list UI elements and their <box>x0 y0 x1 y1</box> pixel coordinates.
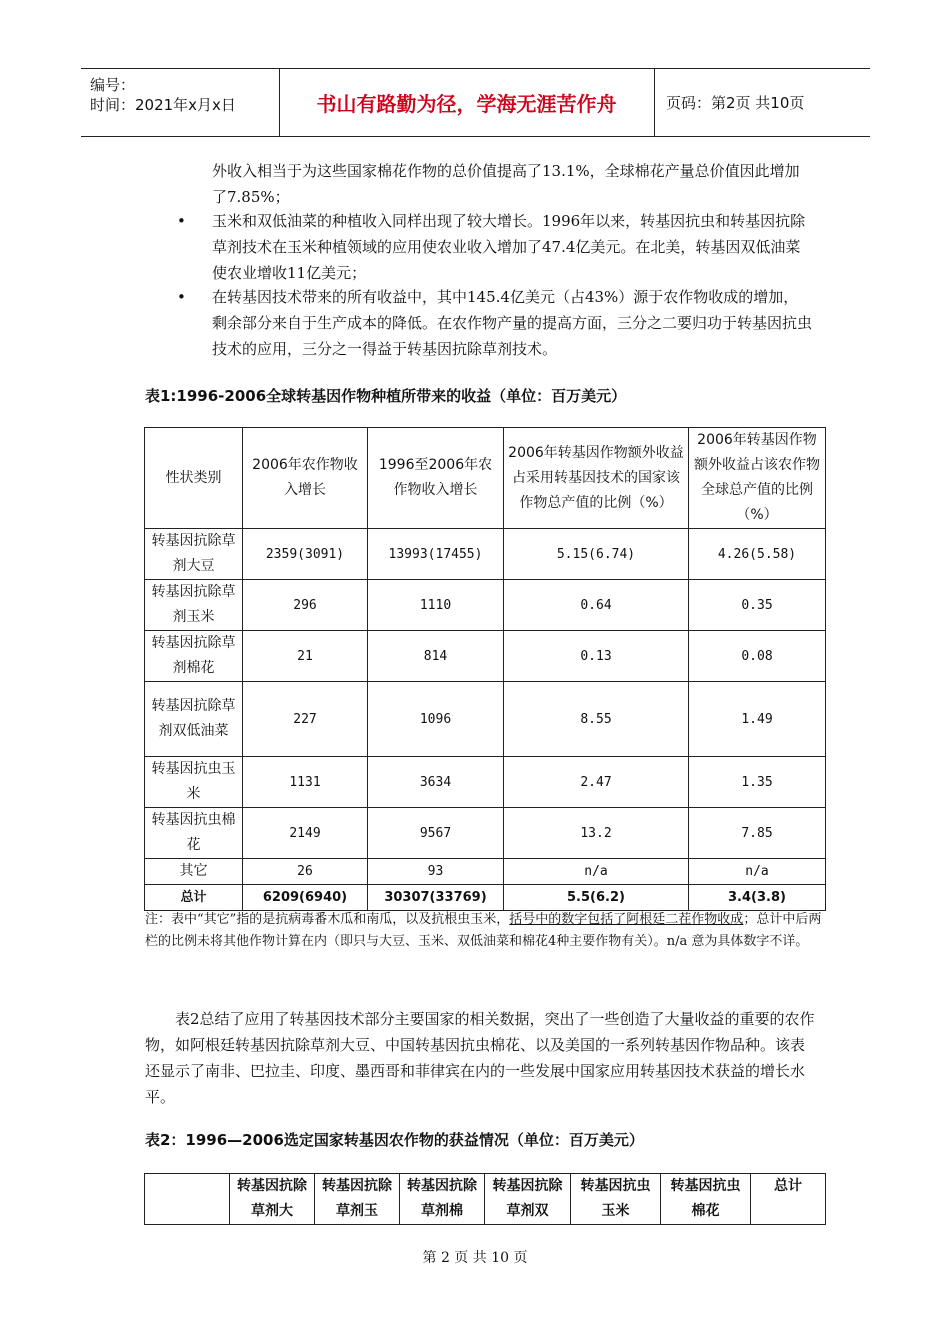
trait-cell: 转基因抗虫玉米 <box>145 757 243 808</box>
value-cell: 13993(17455) <box>368 529 504 580</box>
value-cell: 0.08 <box>689 631 826 682</box>
time-label: 时间：2021年x月x日 <box>90 96 236 114</box>
header-cell: 转基因抗虫棉花 <box>661 1174 751 1225</box>
benefits-table <box>144 427 826 911</box>
total-label: 总计 <box>145 885 243 911</box>
table-row <box>145 580 826 631</box>
value-cell: 7.85 <box>689 808 826 859</box>
bullet-item <box>177 208 812 286</box>
trait-cell: 转基因抗虫棉花 <box>145 808 243 859</box>
value-cell: 4.26(5.58) <box>689 529 826 580</box>
value-cell: 5.15(6.74) <box>504 529 689 580</box>
value-cell: 1.49 <box>689 682 826 757</box>
table1-note <box>145 909 825 953</box>
value-cell: 1096 <box>368 682 504 757</box>
table-row <box>145 808 826 859</box>
page-header <box>81 68 870 137</box>
header-cell: 1996至2006年农作物收入增长 <box>368 428 504 529</box>
header-cell: 转基因抗虫玉米 <box>571 1174 661 1225</box>
bullet-text: 玉米和双低油菜的种植收入同样出现了较大增长。1996年以来，转基因抗虫和转基因抗除草剂技术在玉米种植领域的应用使农业收入增加了47.4亿美元。在北美，转基因双低油菜使农业增收11亿美元； <box>212 212 806 282</box>
value-cell: 2149 <box>243 808 368 859</box>
total-cell: 5.5(6.2) <box>504 885 689 911</box>
trait-cell: 转基因抗除草剂棉花 <box>145 631 243 682</box>
value-cell: 21 <box>243 631 368 682</box>
table-row <box>145 529 826 580</box>
summary-paragraph: 表2总结了应用了转基因技术部分主要国家的相关数据，突出了一些创造了大量收益的重要的农作物，如阿根廷转基因抗除草剂大豆、中国转基因抗虫棉花、以及美国的一系列转基因作物品种。该表还显示了南非、巴拉圭、印度、墨西哥和菲律宾在内的一些发展中国家应用转基因技术获益的增长水平。 <box>145 1010 815 1106</box>
bullet-dot-icon: • <box>177 212 186 230</box>
header-cell <box>145 1174 230 1225</box>
header-cell: 转基因抗除草剂大 <box>230 1174 315 1225</box>
value-cell: n/a <box>689 859 826 885</box>
value-cell: 2359(3091) <box>243 529 368 580</box>
serial-label: 编号： <box>90 76 136 94</box>
total-cell: 30307(33769) <box>368 885 504 911</box>
value-cell: 0.35 <box>689 580 826 631</box>
table-total-row <box>145 885 826 911</box>
table2-caption: 表2：1996—2006选定国家转基因农作物的获益情况（单位：百万美元） <box>145 1131 644 1149</box>
value-cell: 26 <box>243 859 368 885</box>
value-cell: 1.35 <box>689 757 826 808</box>
continuation-paragraph: 外收入相当于为这些国家棉花作物的总价值提高了13.1%，全球棉花产量总价值因此增加了7.85%； <box>212 162 800 206</box>
value-cell: 8.55 <box>504 682 689 757</box>
note-underlined-text: 括号中的数字包括了阿根廷二茬作物收成 <box>509 912 744 927</box>
value-cell: 13.2 <box>504 808 689 859</box>
header-meta <box>81 69 280 136</box>
header-cell: 转基因抗除草剂玉 <box>315 1174 400 1225</box>
table1-caption: 表1:1996-2006全球转基因作物种植所带来的收益（单位：百万美元） <box>145 387 627 405</box>
table-header-row <box>145 428 826 529</box>
header-page-info: 页码：第2页 共10页 <box>666 94 805 112</box>
header-cell: 2006年农作物收入增长 <box>243 428 368 529</box>
value-cell: 0.13 <box>504 631 689 682</box>
total-cell: 6209(6940) <box>243 885 368 911</box>
value-cell: 814 <box>368 631 504 682</box>
trait-cell: 其它 <box>145 859 243 885</box>
value-cell: 93 <box>368 859 504 885</box>
bullet-item <box>177 284 813 362</box>
value-cell: 9567 <box>368 808 504 859</box>
value-cell: 2.47 <box>504 757 689 808</box>
header-cell: 转基因抗除草剂棉 <box>400 1174 485 1225</box>
header-cell: 总计 <box>751 1174 826 1225</box>
note-text: ；总计中后两栏的比例未将其他作物计算在内（即只与大豆、玉米、双低油菜和棉花4种主要作物有关）。n/a 意为具体数字不详。 <box>145 912 822 949</box>
value-cell: n/a <box>504 859 689 885</box>
header-cell: 2006年转基因作物额外收益占该农作物全球总产值的比例（%） <box>689 428 826 529</box>
bullet-dot-icon: • <box>177 288 186 306</box>
trait-cell: 转基因抗除草剂大豆 <box>145 529 243 580</box>
value-cell: 3634 <box>368 757 504 808</box>
value-cell: 296 <box>243 580 368 631</box>
trait-cell: 转基因抗除草剂玉米 <box>145 580 243 631</box>
total-cell: 3.4(3.8) <box>689 885 826 911</box>
header-cell: 2006年转基因作物额外收益占采用转基因技术的国家该作物总产值的比例（%） <box>504 428 689 529</box>
page-footer: 第 2 页 共 10 页 <box>422 1250 528 1266</box>
table-row <box>145 757 826 808</box>
header-motto: 书山有路勤为径，学海无涯苦作舟 <box>279 69 655 136</box>
table-row <box>145 631 826 682</box>
header-cell: 转基因抗除草剂双 <box>485 1174 571 1225</box>
table-row <box>145 682 826 757</box>
country-benefits-table <box>144 1173 826 1225</box>
bullet-text: 在转基因技术带来的所有收益中，其中145.4亿美元（占43%）源于农作物收成的增加，剩余部分来自于生产成本的降低。在农作物产量的提高方面，三分之二要归功于转基因抗虫技术的应用，三分之一得益于转基因抗除草剂技术。 <box>212 288 813 358</box>
value-cell: 1131 <box>243 757 368 808</box>
value-cell: 227 <box>243 682 368 757</box>
table-row <box>145 859 826 885</box>
table-header-row <box>145 1174 826 1225</box>
value-cell: 0.64 <box>504 580 689 631</box>
value-cell: 1110 <box>368 580 504 631</box>
note-text: 注：表中“其它”指的是抗病毒番木瓜和南瓜，以及抗根虫玉米， <box>145 912 510 927</box>
trait-cell: 转基因抗除草剂双低油菜 <box>145 682 243 757</box>
header-cell: 性状类别 <box>145 428 243 529</box>
